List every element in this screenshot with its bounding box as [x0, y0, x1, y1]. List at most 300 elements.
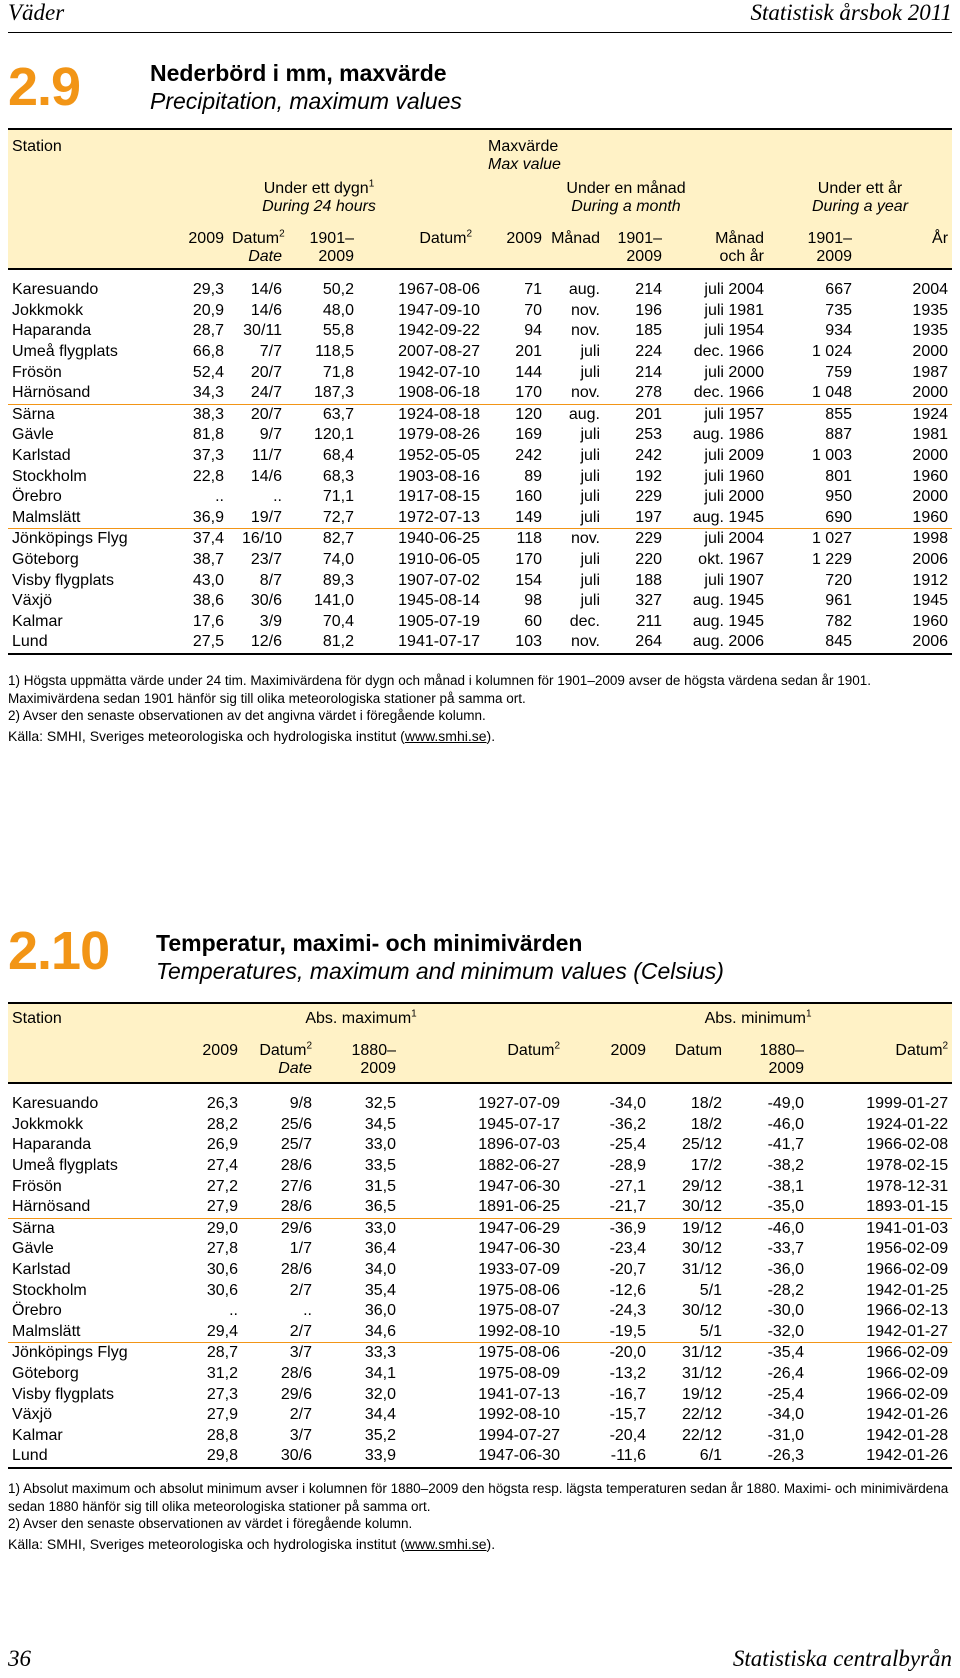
table-cell: .. [229, 1302, 238, 1320]
table-row [8, 591, 952, 612]
table-cell: 3/9 [259, 612, 282, 630]
table-cell: -15,7 [609, 1406, 647, 1424]
table-cell: juli 2000 [704, 363, 764, 381]
table-cell: 34,0 [364, 1261, 396, 1279]
table-cell: 28,8 [206, 1426, 238, 1444]
table-cell: 5/1 [650, 1322, 726, 1343]
table-cell: juli [580, 447, 600, 465]
table-cell: 27,5 [158, 632, 228, 654]
station-name: Stockholm [12, 467, 87, 485]
station-name: Visby flygplats [12, 1385, 114, 1403]
table-cell: 71,8 [322, 363, 354, 381]
table-cell: -36,9 [609, 1219, 647, 1237]
table-cell: 1910-06-05 [398, 551, 480, 569]
table-row [8, 1115, 952, 1136]
table-cell: 33,9 [316, 1446, 400, 1468]
table-cell: 1941-01-03 [866, 1219, 949, 1237]
table-cell: 188 [635, 571, 662, 589]
table-cell: -28,9 [609, 1157, 647, 1175]
table-cell: 25/6 [280, 1115, 312, 1133]
table-cell: 28,7 [206, 1344, 238, 1362]
table-cell: 70 [524, 301, 542, 319]
table-cell: nov. [546, 632, 604, 654]
footer-publisher: Statistiska centralbyrån [732, 1646, 952, 1671]
table-row [8, 1343, 952, 1364]
abs-min-header: Abs. minimum$^1$ [564, 1003, 952, 1036]
table-cell: 43,0 [192, 571, 224, 589]
station-name: Karesuando [12, 1095, 99, 1113]
station-name: Karlstad [12, 447, 71, 465]
table-cell: 32,0 [364, 1385, 396, 1403]
table-cell: 98 [524, 592, 542, 610]
table-cell: -46,0 [767, 1115, 805, 1133]
table-cell: 1966-02-08 [866, 1136, 949, 1154]
group-24h: Under ett dygn$^1$ During 24 hours [158, 174, 484, 216]
table-cell: 149 [484, 508, 546, 529]
table-cell: 144 [515, 363, 542, 381]
group-month: Under en månad During a month [484, 174, 768, 216]
station-name: Växjö [12, 592, 53, 610]
table-cell: 278 [604, 383, 666, 404]
table-cell: 1 027 [811, 530, 852, 548]
table-cell: 33,3 [364, 1344, 396, 1362]
table-cell: -35,0 [726, 1197, 808, 1218]
table-cell: 14/6 [250, 467, 282, 485]
table-cell: 169 [515, 426, 542, 444]
table-cell: 31/12 [682, 1261, 723, 1279]
table-cell: 19/12 [682, 1385, 723, 1403]
table-cell: 1998 [912, 530, 949, 548]
header-row-3: 2009 Datum$^2$ Date 1901– 2009 Datum$^2$ 2009 Månad 1901– 2009 Månad och år 1901– 2009 År [8, 216, 952, 269]
table-cell: juli [580, 592, 600, 610]
table-row [8, 280, 952, 301]
station-name: Jokkmokk [12, 1115, 84, 1133]
table-cell: 197 [604, 508, 666, 529]
table-cell: 141,0 [313, 592, 354, 610]
table-cell: 89 [524, 467, 542, 485]
table-cell: 1935 [912, 301, 949, 319]
table-cell: 70,4 [322, 612, 354, 630]
table-cell: 71,1 [322, 488, 354, 506]
table-cell: 154 [515, 571, 542, 589]
table-cell: 1952-05-05 [398, 447, 480, 465]
station-name: Kalmar [12, 612, 63, 630]
table-row [8, 466, 952, 487]
table-cell: 1975-08-09 [478, 1365, 561, 1383]
table-cell: -32,0 [726, 1322, 808, 1343]
table-cell: 26,3 [206, 1095, 238, 1113]
table-cell: 253 [635, 426, 662, 444]
table-cell: juli 2004 [704, 530, 764, 548]
table-cell: 17,6 [192, 612, 224, 630]
table-cell: 30/6 [242, 1446, 316, 1468]
table-cell: 29/12 [682, 1177, 723, 1195]
table-cell: 28,2 [206, 1115, 238, 1133]
table-cell: 33,0 [364, 1136, 396, 1154]
footnote: 2) Avser den senaste observationen av det angivna värdet i föregående kolumn. [8, 708, 486, 723]
table-cell: 229 [635, 530, 662, 548]
table-cell: 60 [524, 612, 542, 630]
table-cell: 1960 [912, 612, 949, 630]
table-cell: juli 1954 [704, 322, 764, 340]
col-station: Station [8, 129, 158, 174]
table-cell: 3/7 [289, 1344, 312, 1362]
table-cell: 32,5 [364, 1095, 396, 1113]
table-cell: juli 1981 [704, 301, 764, 319]
page-number: 36 [8, 1646, 31, 1671]
table-cell: 1966-02-09 [866, 1365, 949, 1383]
table-cell: 2006 [912, 551, 949, 569]
table-cell: 1942-01-27 [808, 1322, 952, 1343]
table-cell: juli [580, 488, 600, 506]
table-row [8, 1197, 952, 1218]
source-line: Källa: SMHI, Sveriges meteorologiska och hydrologiska institut (www.smhi.se). [8, 1535, 496, 1552]
header-row-2: 2009 Datum$^2$ Date 1880– 2009 Datum$^2$ 2009 Datum 1880– 2009 Datum$^2$ [8, 1036, 952, 1083]
table-row [8, 612, 952, 633]
table-cell: 27/6 [280, 1177, 312, 1195]
table-row [8, 425, 952, 446]
header-row-2 [8, 174, 952, 216]
table-cell: 29/6 [280, 1385, 312, 1403]
table-cell: 1992-08-10 [478, 1406, 561, 1424]
station-name: Stockholm [12, 1281, 87, 1299]
table-cell: -25,4 [609, 1136, 647, 1154]
table-cell: -16,7 [609, 1385, 647, 1403]
table-cell: 1 048 [768, 383, 856, 404]
table-cell: juli 2009 [704, 447, 764, 465]
station-name: Malmslätt [8, 508, 158, 529]
table-cell: 1924-01-22 [866, 1115, 949, 1133]
table-cell: 1987 [912, 363, 949, 381]
table-cell: 30/12 [682, 1302, 723, 1320]
table-cell: 192 [635, 467, 662, 485]
table-cell: 34,4 [364, 1406, 396, 1424]
station-name: Karesuando [12, 281, 99, 299]
table-cell: dec. 1966 [693, 343, 764, 361]
table-cell: 2007-08-27 [398, 343, 480, 361]
station-name: Lund [8, 1446, 158, 1468]
table-cell: 185 [635, 322, 662, 340]
table-cell: 26,9 [206, 1136, 238, 1154]
table-cell: 1905-07-19 [398, 612, 480, 630]
table-cell: 242 [515, 447, 542, 465]
table-cell: 34,6 [316, 1322, 400, 1343]
table-cell: 1903-08-16 [398, 467, 480, 485]
table-cell: juli [580, 551, 600, 569]
table-cell: -34,0 [767, 1406, 805, 1424]
table-cell: 1942-09-22 [398, 322, 480, 340]
table-cell: 160 [515, 488, 542, 506]
station-name: Haparanda [12, 1136, 92, 1154]
table-cell: 103 [484, 632, 546, 654]
source-link[interactable]: www.smhi.se [404, 1535, 487, 1552]
table-cell: 28/6 [242, 1197, 316, 1218]
table-2-9-notes [8, 672, 952, 745]
table-cell: 11/7 [252, 447, 282, 465]
table-cell: 2000 [912, 447, 949, 465]
table-cell: 1966-02-09 [866, 1385, 949, 1403]
table-cell: juli 1907 [704, 571, 764, 589]
table-cell: 28/6 [280, 1365, 312, 1383]
table-cell: 1 024 [811, 343, 852, 361]
table-cell: 20,9 [192, 301, 224, 319]
table-cell: 1992-08-10 [400, 1322, 564, 1343]
table-cell: 33,0 [364, 1219, 396, 1237]
table-row [8, 1239, 952, 1260]
table-cell: 801 [825, 467, 852, 485]
table-cell: 118 [516, 530, 542, 548]
table-cell: 1 229 [811, 551, 852, 569]
table-cell: -28,2 [767, 1281, 805, 1299]
table-cell: 1994-07-27 [478, 1426, 561, 1444]
table-cell: 1882-06-27 [478, 1157, 561, 1175]
table-cell: 1917-08-15 [398, 488, 480, 506]
table-cell: dec. 1966 [666, 383, 768, 404]
table-cell: 667 [825, 281, 852, 299]
table-row [8, 487, 952, 508]
table-cell: 33,5 [364, 1157, 396, 1175]
station-name: Karlstad [12, 1261, 71, 1279]
table-cell: 2000 [856, 383, 952, 404]
table-row [8, 1176, 952, 1197]
table-cell: 1975-08-07 [478, 1302, 561, 1320]
table-title: Temperatur, maximi- och minimivärden [156, 930, 583, 956]
col-datum: Datum$^2$ Date [228, 216, 286, 269]
table-cell: 66,8 [192, 343, 224, 361]
table-cell: okt. 1967 [698, 551, 764, 569]
table-cell: 31,5 [364, 1177, 396, 1195]
table-cell: 30/11 [243, 322, 282, 340]
table-cell: 24/7 [228, 383, 286, 404]
table-cell: 19/12 [682, 1219, 723, 1237]
table-cell: -49,0 [767, 1095, 805, 1113]
station-name: Umeå flygplats [12, 1157, 118, 1175]
table-cell: 36,0 [364, 1302, 396, 1320]
table-cell: 2000 [912, 343, 949, 361]
table-cell: 63,7 [322, 405, 354, 423]
table-row [8, 1260, 952, 1281]
table-cell: -46,0 [767, 1219, 805, 1237]
table-cell: 2000 [912, 488, 949, 506]
station-name: Örebro [12, 1302, 62, 1320]
precipitation-table [8, 128, 952, 655]
table-cell: 25/7 [280, 1136, 312, 1154]
table-cell: 27,9 [158, 1197, 242, 1218]
table-cell: 1947-06-30 [478, 1177, 561, 1195]
table-cell: 14/6 [250, 301, 282, 319]
table-cell: 1891-06-25 [400, 1197, 564, 1218]
table-cell: 22,8 [192, 467, 224, 485]
max-value-header: Maxvärde Max value [484, 129, 952, 174]
table-row [8, 1135, 952, 1156]
table-cell: 720 [825, 571, 852, 589]
table-cell: 28,7 [192, 322, 224, 340]
table-cell: 35,4 [364, 1281, 396, 1299]
table-cell: -35,4 [767, 1344, 805, 1362]
table-cell: 759 [825, 363, 852, 381]
station-name: Frösön [12, 1177, 62, 1195]
footnote: 2) Avser den senaste observationen av värdet i föregående kolumn. [8, 1516, 413, 1531]
table-row [8, 362, 952, 383]
group-year: Under ett år During a year [768, 174, 952, 216]
table-cell: 14/6 [250, 281, 282, 299]
table-cell: -20,4 [609, 1426, 647, 1444]
table-cell: 23/7 [250, 551, 282, 569]
table-cell: 120 [515, 405, 542, 423]
table-cell: 1956-02-09 [866, 1240, 949, 1258]
table-cell: 118,5 [315, 343, 354, 361]
table-cell: 735 [825, 301, 852, 319]
table-row [8, 321, 952, 342]
footnote: 1) Högsta uppmätta värde under 24 tim. Maximivärdena för dygn och månad i kolumnen för 1901–2009 avser de högsta värdena sedan år 1901. Maximivärdena sedan 1901 hänför sig till olika meteorologiska stationer på samma ort. [8, 673, 872, 706]
table-cell: dec. [569, 612, 600, 630]
table-cell: -19,5 [564, 1322, 650, 1343]
table-cell: 68,4 [322, 447, 354, 465]
table-cell: 2/7 [289, 1406, 312, 1424]
table-cell: 29,0 [206, 1219, 238, 1237]
table-cell: nov. [570, 530, 600, 548]
table-cell: 1942-01-28 [866, 1426, 949, 1444]
table-cell: 214 [635, 281, 662, 299]
table-number: 2.10 [8, 921, 110, 981]
table-cell: 845 [768, 632, 856, 654]
table-title-en: Temperatures, maximum and minimum values (Celsius) [156, 958, 724, 984]
table-cell: -36,0 [767, 1261, 805, 1279]
table-cell: 68,3 [322, 467, 354, 485]
table-cell: nov. [546, 383, 604, 404]
station-name: Lund [8, 632, 158, 654]
station-name: Härnösand [8, 383, 158, 404]
table-title: Nederbörd i mm, maxvärde [150, 60, 447, 86]
table-cell: 934 [825, 322, 852, 340]
table-cell: -21,7 [564, 1197, 650, 1218]
station-name: Gävle [12, 1240, 54, 1258]
table-row [8, 342, 952, 363]
table-cell: 1908-06-18 [358, 383, 484, 404]
table-cell: 7/7 [259, 343, 282, 361]
table-cell: 27,4 [206, 1157, 238, 1175]
table-cell: 28/6 [280, 1261, 312, 1279]
table-cell: 1975-08-06 [478, 1344, 561, 1362]
table-row [8, 1322, 952, 1343]
table-cell: juli 1960 [704, 467, 764, 485]
table-cell: 30/6 [250, 592, 282, 610]
header-row-1: Station Abs. maximum$^1$ Abs. minimum$^1$ [8, 1003, 952, 1036]
table-cell: -38,1 [767, 1177, 805, 1195]
station-name: Härnösand [8, 1197, 158, 1218]
table-cell: 1940-06-25 [398, 530, 480, 548]
table-cell: -27,1 [609, 1177, 647, 1195]
table-cell: 20/7 [250, 405, 282, 423]
table-cell: 94 [524, 322, 542, 340]
table-cell: aug. [568, 281, 600, 299]
station-name: Jokkmokk [12, 301, 84, 319]
table-cell: 19/7 [228, 508, 286, 529]
table-cell: 1893-01-15 [808, 1197, 952, 1218]
table-cell: 2/7 [289, 1281, 312, 1299]
table-cell: 1975-08-06 [478, 1281, 561, 1299]
table-cell: aug. 2006 [666, 632, 768, 654]
header-publication: Statistisk årsbok 2011 [750, 0, 952, 25]
table-cell: 1935 [912, 322, 949, 340]
table-row [8, 1094, 952, 1115]
table-cell: -12,6 [609, 1281, 647, 1299]
table-number: 2.9 [8, 57, 81, 117]
table-cell: 36,5 [316, 1197, 400, 1218]
table-cell: -26,4 [767, 1365, 805, 1383]
station-name: Jönköpings Flyg [12, 530, 128, 548]
table-2-10-notes [8, 1480, 952, 1553]
table-cell: 1972-07-13 [358, 508, 484, 529]
table-cell: 36,9 [158, 508, 228, 529]
table-cell: 224 [635, 343, 662, 361]
table-cell: -36,2 [609, 1115, 647, 1133]
table-cell: 29,8 [158, 1446, 242, 1468]
table-cell: 196 [635, 301, 662, 319]
table-cell: 1927-07-09 [478, 1095, 561, 1113]
table-cell: 27,8 [206, 1240, 238, 1258]
station-name: Gävle [12, 426, 54, 444]
table-cell: 1966-02-13 [866, 1302, 949, 1320]
station-name: Göteborg [12, 1365, 79, 1383]
table-cell: 37,4 [192, 530, 224, 548]
table-cell: 34,1 [364, 1365, 396, 1383]
table-cell: 1/7 [289, 1240, 312, 1258]
table-cell: -34,0 [609, 1095, 647, 1113]
table-cell: 690 [768, 508, 856, 529]
station-name: Göteborg [12, 551, 79, 569]
table-cell: 72,7 [286, 508, 358, 529]
table-cell: 31/12 [682, 1365, 723, 1383]
table-cell: 82,7 [322, 530, 354, 548]
table-cell: -20,7 [609, 1261, 647, 1279]
source-link[interactable]: www.smhi.se [404, 727, 487, 744]
table-cell: 34,5 [364, 1115, 396, 1133]
table-cell: -20,0 [609, 1344, 647, 1362]
table-row [8, 570, 952, 591]
table-body [8, 280, 952, 654]
table-row [8, 1405, 952, 1426]
table-cell: 71 [524, 281, 542, 299]
table-cell: 6/1 [650, 1446, 726, 1468]
table-cell: -23,4 [609, 1240, 647, 1258]
table-cell: 30/12 [650, 1197, 726, 1218]
table-cell: -33,7 [767, 1240, 805, 1258]
table-cell: 27,2 [206, 1177, 238, 1195]
table-cell: 120,1 [313, 426, 354, 444]
table-cell: 1960 [912, 467, 949, 485]
table-cell: 29,3 [192, 281, 224, 299]
table-row [8, 1218, 952, 1239]
table-cell: 29,4 [158, 1322, 242, 1343]
table-row [8, 301, 952, 322]
table-cell: 961 [825, 592, 852, 610]
table-cell: juli 1957 [704, 405, 764, 423]
table-cell: 50,2 [322, 281, 354, 299]
station-name: Örebro [12, 488, 62, 506]
table-cell: aug. 1986 [692, 426, 764, 444]
table-row [8, 1446, 952, 1468]
temperature-table [8, 1002, 952, 1469]
station-name: Visby flygplats [12, 571, 114, 589]
table-cell: 327 [635, 592, 662, 610]
table-cell: 220 [635, 551, 662, 569]
table-row [8, 404, 952, 425]
table-cell: 29/6 [280, 1219, 312, 1237]
table-cell: 1967-08-06 [398, 281, 480, 299]
table-cell: 38,3 [192, 405, 224, 423]
station-name: Särna [12, 405, 55, 423]
